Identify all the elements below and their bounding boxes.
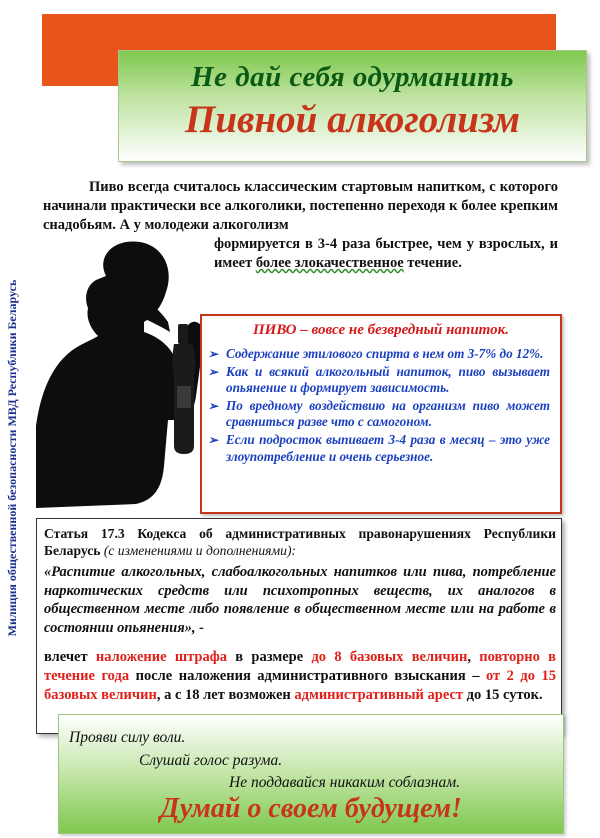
penalty-highlight: наложение штрафа — [95, 649, 227, 665]
penalty-highlight: от 2 до 15 базовых величин — [44, 668, 556, 703]
motivation-line-3: Не поддавайся никаким соблазнам. — [229, 774, 460, 791]
arrow-bullet-icon: ➢ — [208, 398, 219, 413]
list-item — [206, 346, 550, 363]
law-heading-text: Статья 17.3 Кодекса об административных правонарушениях Республики Беларусь — [44, 526, 556, 558]
list-item-text: Как и всякий алкогольный напиток, пиво вызывает опьянение и формирует зависимость. — [226, 363, 550, 396]
drinking-man-silhouette-image — [36, 236, 208, 508]
beer-facts-heading: ПИВО – вовсе не безвредный напиток. — [253, 322, 509, 338]
law-article-heading — [44, 525, 556, 559]
list-item-text: Если подросток выпивает 3-4 раза в месяц – это уже злоупотребление и очень серьезное. — [226, 431, 550, 464]
title-banner — [118, 50, 587, 162]
penalty-text: в размере — [226, 649, 312, 665]
penalty-highlight: до 8 базовых величин — [311, 649, 468, 665]
list-item — [206, 398, 550, 431]
motivation-slogan: Думай о своем будущем! — [160, 793, 462, 824]
beer-facts-box — [200, 314, 562, 514]
arrow-bullet-icon: ➢ — [208, 432, 219, 447]
penalty-text: , а с 18 лет возможен — [156, 687, 295, 703]
law-article-box — [36, 518, 562, 734]
list-item-text: По вредному воздействию на организм пиво может сравниться разве что с самогоном. — [226, 397, 550, 430]
intro-text-part2c: течение. — [403, 255, 462, 272]
title-slogan: Не дай себя одурманить — [191, 61, 514, 93]
intro-text-underlined: более злокачественное — [255, 255, 404, 272]
page-title: Пивной алкоголизм — [185, 98, 520, 141]
beer-facts-list — [206, 346, 550, 466]
arrow-bullet-icon: ➢ — [208, 347, 219, 361]
penalty-text: , — [467, 649, 480, 665]
penalty-highlight: повторно в течение года — [44, 649, 556, 684]
penalty-text: влечет — [44, 649, 96, 665]
law-quote: «Распитие алкогольных, слабоалкогольных напитков или пива, потребление наркотических средств или психотропных веществ, их аналогов в общественном месте либо появление в общественном месте или на работе в состоянии опьянения», - — [44, 564, 556, 636]
penalty-text: после наложения административного взыскания – — [129, 668, 486, 684]
intro-text-part1: Пиво всегда считалось классическим стартовым напитком, с которого начинали практически все алкоголики, постепенно переходя к более крепким снадобьям. А у молодежи алкоголизм — [43, 179, 558, 234]
law-heading-subtitle: (с изменениями и дополнениями): — [103, 543, 296, 558]
list-item — [206, 364, 550, 397]
intro-paragraph-continued — [214, 235, 558, 273]
motivation-line-1: Прояви силу воли. — [69, 729, 186, 746]
intro-paragraph — [43, 178, 558, 236]
list-item-text: Содержание этилового спирта в нем от 3-7% до 12%. — [226, 346, 544, 361]
vertical-side-caption: Милиция общественной безопасности МВД Республики Беларусь — [5, 279, 19, 637]
motivation-line-2: Слушай голос разума. — [139, 752, 283, 769]
intro-text-part2a: формируется в 3-4 раза быстрее, чем у взрослых, и имеет — [214, 236, 558, 272]
arrow-bullet-icon: ➢ — [208, 364, 219, 379]
penalty-highlight: административный арест — [294, 687, 464, 703]
penalty-text: до 15 суток. — [463, 687, 543, 703]
list-item — [206, 432, 550, 465]
law-penalty-text — [44, 648, 556, 705]
motivation-banner — [58, 714, 564, 834]
